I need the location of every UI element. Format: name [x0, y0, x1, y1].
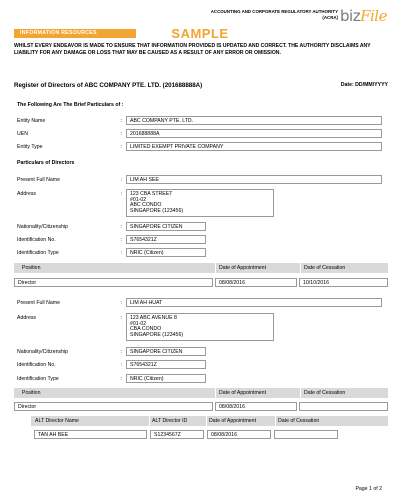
director-2-nationality: SINGAPORE CITIZEN [126, 347, 206, 356]
authority-name [128, 9, 338, 21]
colon: : [121, 224, 123, 230]
entity-name-value: ABC COMPANY PTE. LTD. [126, 116, 382, 125]
address-line: 123 ABC AVENUE 8 [130, 315, 177, 321]
cessation-header: Date of Cessation [304, 390, 346, 396]
logo-main-text: biz [340, 7, 361, 25]
id-no-label: Identification No. [17, 362, 56, 368]
uen-value: 201688888A [126, 129, 382, 138]
director-1-appointment: 08/08/2016 [215, 278, 297, 287]
director-1-cessation: 10/10/2016 [299, 278, 388, 287]
position-table-header [14, 263, 388, 273]
column-divider [300, 388, 301, 398]
id-no-label: Identification No. [17, 237, 56, 243]
colon: : [121, 144, 123, 150]
director-2-appointment: 08/08/2016 [215, 402, 297, 411]
colon: : [121, 349, 123, 355]
director-1-position: Director [14, 278, 213, 287]
nationality-label: Nationality/Citizenship [17, 349, 69, 355]
date-label: Date: DD/MM/YYYY [340, 82, 388, 88]
alt-director-id: S1234567Z [150, 430, 204, 439]
colon: : [121, 362, 123, 368]
position-table-header [14, 388, 388, 398]
alt-director-table-header [31, 416, 388, 426]
appointment-header: Date of Appointment [219, 265, 267, 271]
alt-director-name: TAN AH BEE [34, 430, 147, 439]
colon: : [121, 250, 123, 256]
colon: : [121, 237, 123, 243]
column-divider [275, 416, 276, 426]
entity-type-label: Entity Type [17, 144, 43, 150]
full-name-label: Present Full Name [17, 177, 60, 183]
entity-type-value: LIMITED EXEMPT PRIVATE COMPANY [126, 142, 382, 151]
sample-watermark: SAMPLE [171, 26, 229, 41]
column-divider [206, 416, 207, 426]
position-header: Position [22, 265, 41, 271]
address-line: #01-02 [130, 196, 147, 203]
colon: : [121, 315, 123, 321]
bizfile-logo [340, 7, 388, 27]
brief-particulars-heading: The Following Are The Brief Particulars of : [17, 102, 124, 108]
colon: : [121, 376, 123, 382]
uen-label: UEN [17, 131, 28, 137]
position-header: Position [22, 390, 41, 396]
id-type-label: Identification Type [17, 250, 59, 256]
ribbon-label: INFORMATION RESOURCES [20, 30, 97, 36]
authority-line-1: ACCOUNTING AND CORPORATE REGULATORY AUTHORITY [210, 9, 338, 14]
disclaimer-text: WHILST EVERY ENDEAVOR IS MADE TO ENSURE THAT INFORMATION PROVIDED IS UPDATED AND CORRECT. THE AUTHORITY DISCLAIMS ANY LIABILITY FOR ANY DAMAGE OR LOSS THAT MAY BE CAUSED AS A RESULT OF ANY ERROR OR OMISSION. [14, 43, 371, 56]
page-number: Page 1 of 2 [355, 486, 382, 492]
director-1-address [126, 189, 274, 217]
colon: : [121, 300, 123, 306]
director-1-nationality: SINGAPORE CITIZEN [126, 222, 206, 231]
column-divider [300, 263, 301, 273]
entity-name-label: Entity Name [17, 118, 46, 124]
alt-name-header: ALT Director Name [35, 418, 79, 424]
director-1-id-type: NRIC (Citizen) [126, 248, 206, 257]
alt-director-cessation [274, 430, 338, 439]
address-line: CBA CONDO [130, 326, 162, 333]
alt-id-header: ALT Director ID [152, 418, 188, 424]
director-2-address [126, 313, 274, 341]
alt-cessation-header: Date of Cessation [278, 418, 320, 424]
director-2-name: LIM AH HUAT [126, 298, 382, 307]
alt-director-appointment: 08/08/2016 [207, 430, 271, 439]
colon: : [121, 177, 123, 183]
directors-heading: Particulars of Directors [17, 160, 75, 166]
logo-alt-text: File [360, 7, 387, 25]
column-divider [149, 416, 150, 426]
appointment-header: Date of Appointment [219, 390, 267, 396]
cessation-header: Date of Cessation [304, 265, 346, 271]
id-type-label: Identification Type [17, 376, 59, 382]
director-2-id-type: NRIC (Citizen) [126, 374, 206, 383]
director-1-id-no: S7654321Z [126, 235, 206, 244]
director-2-id-no: S7654321Z [126, 360, 206, 369]
address-line: SINGAPORE (123456) [130, 331, 184, 338]
address-line: ABC CONDO [130, 202, 162, 209]
address-line: 123 CBA STREET [130, 191, 173, 197]
address-line: #01-02 [130, 320, 147, 327]
authority-line-2: (ACRA) [322, 15, 338, 20]
address-line: SINGAPORE (123456) [130, 207, 184, 214]
column-divider [215, 263, 216, 273]
director-2-position: Director [14, 402, 213, 411]
column-divider [215, 388, 216, 398]
director-2-cessation [299, 402, 388, 411]
colon: : [121, 191, 123, 197]
colon: : [121, 131, 123, 137]
register-title: Register of Directors of ABC COMPANY PTE. LTD. (201688888A) [14, 82, 203, 89]
director-1-name: LIM AH SEE [126, 175, 382, 184]
address-label: Address [17, 315, 37, 321]
nationality-label: Nationality/Citizenship [17, 224, 69, 230]
colon: : [121, 118, 123, 124]
alt-appointment-header: Date of Appointment [209, 418, 257, 424]
address-label: Address [17, 191, 37, 197]
full-name-label: Present Full Name [17, 300, 60, 306]
